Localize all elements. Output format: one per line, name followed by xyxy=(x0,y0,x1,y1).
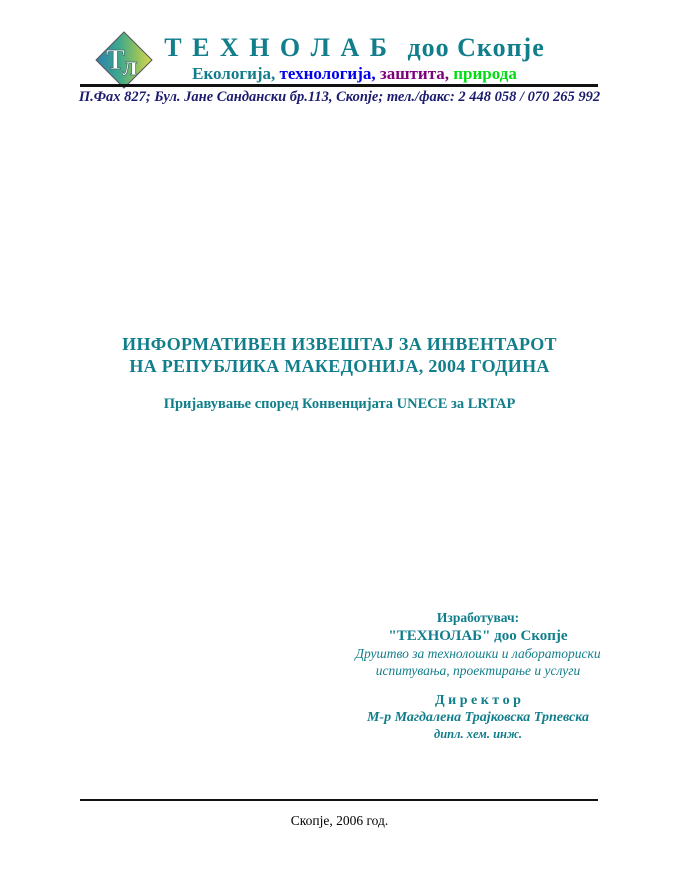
author-description-line1: Друштво за технолошки и лабораториски xyxy=(355,646,601,661)
director-name: М-р Магдалена Трајковска Трпевска xyxy=(366,710,590,725)
footer-divider-line xyxy=(80,799,598,801)
company-address: П.Фах 827; Бул. Јане Сандански бр.113, Скопје; тел./факс: 2 448 058 / 070 265 992 xyxy=(78,89,601,105)
document-subtitle: Пријавување според Конвенцијата UNECE за LRTAP xyxy=(163,396,516,412)
tagline-word-protection: заштита, xyxy=(379,64,450,83)
document-title-line1: ИНФОРМАТИВЕН ИЗВЕШТАЈ ЗА ИНВЕНТАРОТ xyxy=(122,334,557,354)
director-title: дипл. хем. инж. xyxy=(434,727,522,741)
footer-place-year: Скопје, 2006 год. xyxy=(290,813,389,828)
company-brand-suffix: доо Скопје xyxy=(407,33,545,62)
document-title xyxy=(0,333,679,377)
tagline-word-ecology: Екологија, xyxy=(192,64,276,83)
company-name xyxy=(0,33,679,63)
director-role-label: Д и р е к т о р xyxy=(435,693,521,708)
header-divider-line xyxy=(80,84,598,87)
author-heading: Изработувач: xyxy=(436,610,520,625)
tagline-word-nature: природа xyxy=(453,64,517,83)
document-title-line2: НА РЕПУБЛИКА МАКЕДОНИЈА, 2004 ГОДИНА xyxy=(129,356,550,376)
svg-text:Т: Т xyxy=(106,45,125,76)
company-brand: Т Е Х Н О Л А Б xyxy=(164,33,389,62)
author-block xyxy=(332,609,624,742)
company-tagline xyxy=(0,64,679,84)
svg-text:л: л xyxy=(122,51,138,82)
author-company: "ТЕХНОЛАБ" доо Скопје xyxy=(388,628,568,644)
tagline-word-technology: технологија, xyxy=(279,64,376,83)
author-description-line2: испитувања, проектирање и услуги xyxy=(375,662,581,678)
